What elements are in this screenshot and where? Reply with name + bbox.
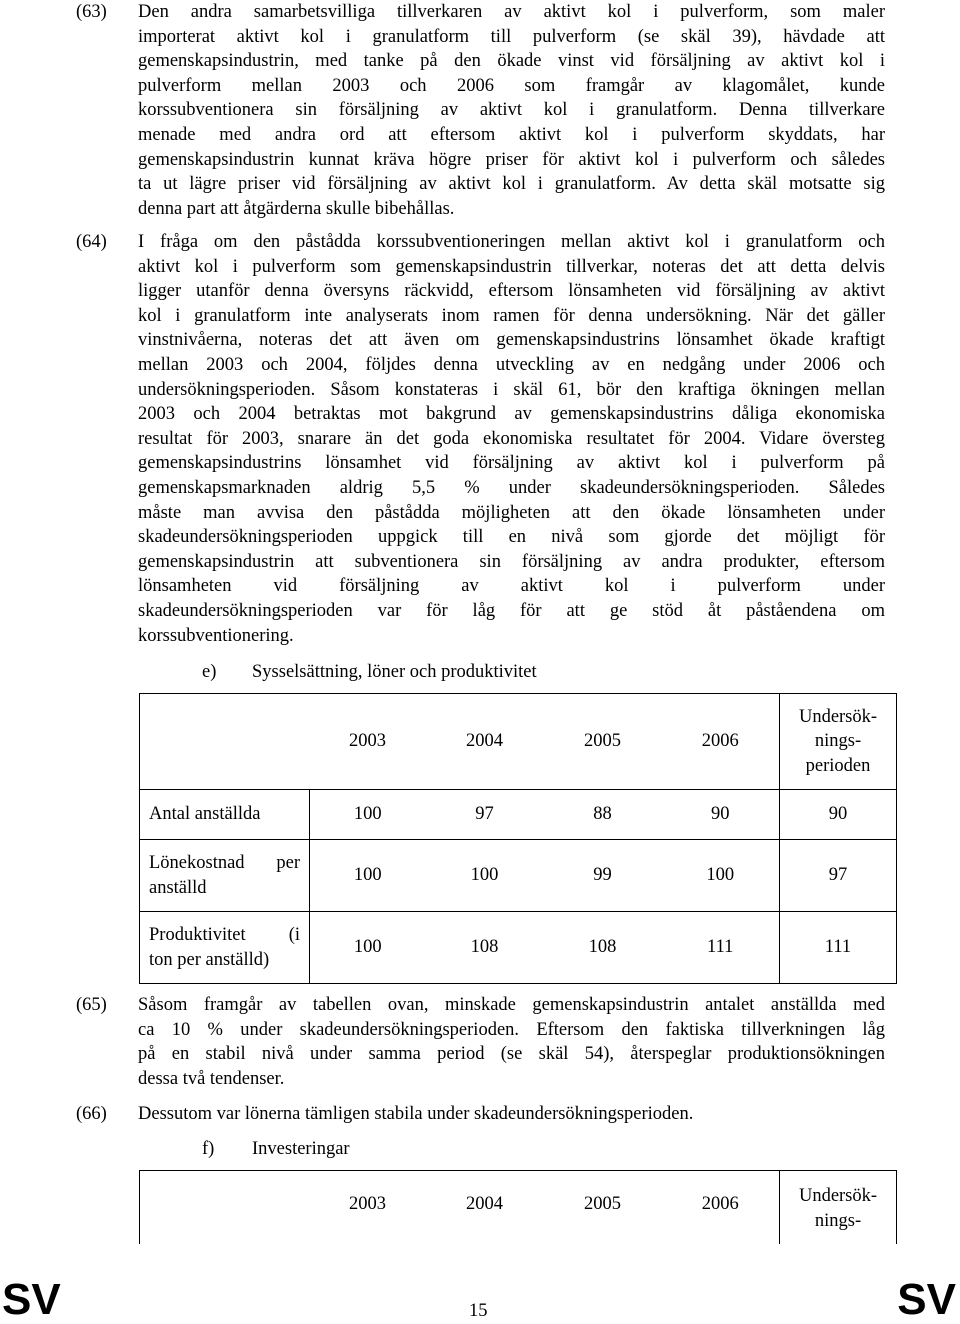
header-year: 2004 [426, 694, 544, 790]
text-line: ligger utanför denna översyns räckvidd, eftersom lönsamheten vid försäljning av aktivt [138, 281, 885, 302]
table-cell: 108 [426, 912, 544, 984]
header-line: nings- [814, 1210, 862, 1231]
table-cell: 100 [662, 840, 780, 912]
table-cell: 100 [310, 840, 426, 912]
text-line: måste man avvisa den påstådda möjligheten att den ökade lönsamheten under [138, 502, 885, 523]
text-line: ta ut lägre priser vid försäljning av aktivt kol i granulatform. Av detta skäl motsatte sig [138, 174, 885, 195]
section-e-heading [202, 660, 537, 685]
text-line: Dessutom var lönerna tämligen stabila under skadeundersökningsperioden. [138, 1104, 694, 1124]
investment-table [139, 1170, 897, 1244]
text-line: mellan 2003 och 2004, följdes denna utveckling av en nedgång under 2006 och [138, 354, 885, 375]
paragraph-text [138, 1102, 885, 1127]
text-line: gemenskapsindustrins lönsamhet vid försäljning av aktivt kol i pulverform på [138, 453, 885, 474]
paragraph-number: (64) [76, 232, 107, 252]
text-line: Såsom framgår av tabellen ovan, minskade gemenskapsindustrin antalet anställda med [138, 995, 885, 1015]
paragraph-number: (63) [76, 2, 107, 22]
table-header-row [140, 1171, 897, 1245]
text-line: gemenskapsindustrin kunnat kräva högre priser för aktivt kol i pulverform och således [138, 149, 885, 170]
table-cell: 99 [544, 840, 662, 912]
table-cell: 90 [662, 790, 780, 840]
text-line: gemenskapsindustrin att subventionera sin försäljning av andra produkter, eftersom [138, 551, 885, 572]
paragraph-number: (66) [76, 1104, 107, 1124]
table-cell: 100 [426, 840, 544, 912]
table-cell: 108 [544, 912, 662, 984]
investment-table-clip [139, 1170, 899, 1244]
text-line: I fråga om den påstådda korssubventioneringen mellan aktivt kol i granulatform och [138, 232, 885, 252]
label-line: Lönekostnad per [149, 852, 300, 873]
table-cell: 88 [544, 790, 662, 840]
header-year: 2004 [426, 1171, 544, 1245]
header-line: perioden [805, 755, 871, 776]
row-label [140, 840, 310, 912]
text-line: vinstnivåerna, noteras det att även om gemenskapsindustrins lönsamhet ökade kraftigt [138, 330, 885, 351]
text-line: pulverform mellan 2003 och 2006 som framgår av klagomålet, kunde [138, 75, 885, 96]
language-code-right: SV [897, 1275, 956, 1324]
text-line: menade med andra ord att eftersom aktivt kol i pulverform skyddats, har [138, 124, 885, 145]
text-line: kol i granulatform inte analyserats inom ramen för denna undersökning. När det gäller [138, 305, 885, 326]
header-year: 2003 [310, 1171, 426, 1245]
table-row [140, 912, 897, 984]
section-f-heading [202, 1137, 350, 1162]
header-line: Undersök- [798, 706, 878, 727]
label-line: ton per anställd) [149, 949, 270, 970]
table-cell: 111 [662, 912, 780, 984]
header-empty-cell [140, 694, 310, 790]
paragraph-text [138, 230, 885, 648]
header-year: 2006 [662, 1171, 780, 1245]
section-title: Investeringar [252, 1139, 350, 1159]
table-cell: 97 [426, 790, 544, 840]
text-line: resultat för 2003, snarare än det goda ekonomiska resultatet för 2004. Vidare översteg [138, 428, 885, 449]
label-line: Antal anställda [149, 804, 261, 825]
page-number: 15 [469, 1301, 488, 1321]
table-row [140, 840, 897, 912]
label-line: anställd [149, 877, 207, 898]
table-cell: 100 [310, 790, 426, 840]
header-investigation-period [780, 694, 897, 790]
table-cell: 90 [780, 790, 897, 840]
language-code-left: SV [2, 1275, 61, 1324]
text-line: på en stabil nivå under samma period (se skäl 54), återspeglar produktionsökningen [138, 1044, 885, 1065]
text-line: Den andra samarbetsvilliga tillverkaren av aktivt kol i pulverform, som maler [138, 2, 885, 22]
text-line: undersökningsperioden. Såsom konstateras i skäl 61, bör den kraftiga ökningen mellan [138, 379, 885, 400]
header-year: 2005 [544, 1171, 662, 1245]
text-line: skadeundersökningsperioden var för låg för att ge stöd åt påståendena om [138, 600, 885, 621]
header-year: 2005 [544, 694, 662, 790]
text-line: lönsamheten vid försäljning av aktivt kol i pulverform under [138, 576, 885, 597]
table-cell: 100 [310, 912, 426, 984]
table-row [140, 790, 897, 840]
section-title: Sysselsättning, löner och produktivitet [252, 662, 537, 682]
text-line: dessa två tendenser. [138, 1068, 285, 1089]
paragraph-text [138, 993, 885, 1091]
table-cell: 97 [780, 840, 897, 912]
text-line: skadeundersökningsperioden uppgick till en nivå som gjorde det möjligt för [138, 527, 885, 548]
table-cell: 111 [780, 912, 897, 984]
text-line: ca 10 % under skadeundersökningsperioden. Eftersom den faktiska tillverkningen låg [138, 1019, 885, 1040]
paragraph-number: (65) [76, 995, 107, 1015]
label-line: Produktivitet (i [149, 924, 300, 945]
text-line: korssubventionera sin försäljning av aktivt kol i granulatform. Denna tillverkare [138, 100, 885, 121]
text-line: aktivt kol i pulverform som gemenskapsindustrin tillverkar, noteras det att detta delvis [138, 256, 885, 277]
section-label: e) [202, 662, 217, 682]
text-line: gemenskapsindustrin, med tanke på den ökade vinst vid försäljning av aktivt kol i [138, 51, 885, 72]
row-label [140, 790, 310, 840]
text-line: gemenskapsmarknaden aldrig 5,5 % under skadeundersökningsperioden. Således [138, 477, 885, 498]
text-line: 2003 och 2004 betraktas mot bakgrund av gemenskapsindustrins dåliga ekonomiska [138, 404, 885, 425]
header-year: 2003 [310, 694, 426, 790]
header-investigation-period [780, 1171, 897, 1245]
header-line: Undersök- [798, 1186, 878, 1206]
text-line: denna part att åtgärderna skulle bibehållas. [138, 198, 455, 219]
text-line: korssubventionering. [138, 625, 294, 646]
employment-table [139, 693, 897, 984]
table-header-row [140, 694, 897, 790]
header-empty-cell [140, 1171, 310, 1245]
paragraph-text [138, 0, 885, 221]
header-line: nings- [814, 731, 862, 752]
row-label [140, 912, 310, 984]
header-year: 2006 [662, 694, 780, 790]
section-label: f) [202, 1139, 215, 1159]
text-line: importerat aktivt kol i granulatform till pulverform (se skäl 39), hävdade att [138, 26, 885, 47]
